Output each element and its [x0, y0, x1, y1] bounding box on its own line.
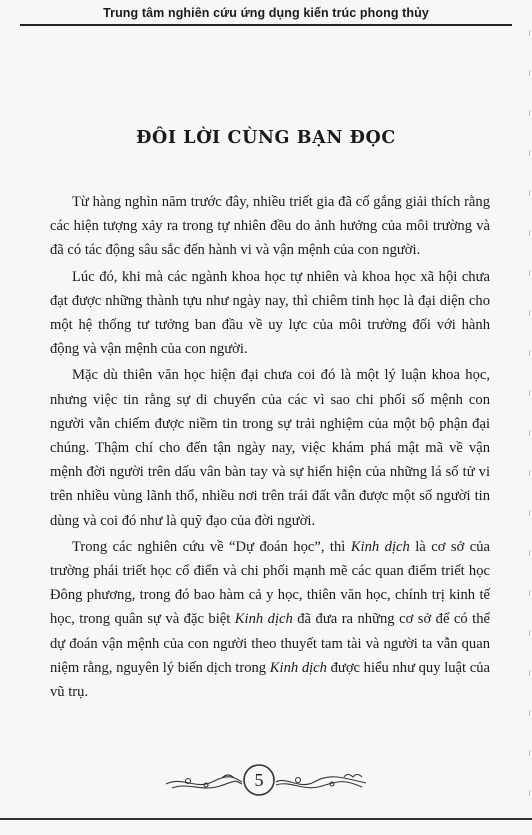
- paragraph-1: Từ hàng nghìn năm trước đây, nhiều triết gia đã cố gắng giải thích rằng các hiện tượng xảy ra trong tự nhiên đều do ảnh hưởng của môi trường và đã có tác động sâu sắc đến hành vi và vận mệnh của con người.: [50, 194, 490, 259]
- book-title-kinh-dich: Kinh dịch: [269, 659, 327, 676]
- body-text: [50, 190, 490, 704]
- chapter-title: ĐÔI LỜI CÙNG BẠN ĐỌC: [136, 128, 396, 148]
- paragraph-3: Mặc dù thiên văn học hiện đại chưa coi đó là một lý luận khoa học, nhưng việc tin rằng sự di chuyển của các vì sao chi phối số mệnh con người vẫn chiếm được niềm tin trong sự trải nghiệm của một bộ phận đại chúng. Thậm chí cho đến tận ngày nay, việc khám phá mật mã về vận mệnh đời người trên dấu vân bàn tay và sự hiển hiện của những lá số tử vi trên nhiều vùng lãnh thổ, nhiều nơi trên trái đất vẫn được một số người tin dùng và coi đó như là quỹ đạo của đời người.: [50, 367, 490, 529]
- book-title-kinh-dich: Kinh dịch: [350, 538, 410, 555]
- book-title-kinh-dich: Kinh dịch: [234, 611, 293, 628]
- paragraph-4: [50, 535, 490, 704]
- scan-edge-mark: [529, 30, 530, 810]
- paragraph-4-part-2: là cơ sở của trường phái triết học cổ điển và chi phối mạnh mẽ các quan điểm triết học Đông phương, trong đó bao hàm cả y học, thiên văn học, chính trị kinh tế học, trong quân sự và đặc biệt: [50, 538, 490, 628]
- paragraph-4-part-1: Trong các nghiên cứu về “Dự đoán học”, thì: [72, 538, 351, 555]
- page-footer: [0, 762, 532, 802]
- paragraph-4-part-3: đã đưa ra những cơ sở để có thể dự đoán vận mệnh của con người theo thuyết tam tài và người ta vẫn quan niệm rằng, nguyên lý biến dịch trong: [50, 611, 490, 676]
- header-text: Trung tâm nghiên cứu ứng dụng kiến trúc phong thủy: [103, 6, 429, 20]
- running-header: [20, 2, 512, 26]
- paragraph-2: Lúc đó, khi mà các ngành khoa học tự nhiên và khoa học xã hội chưa đạt được những thành tựu như ngày nay, thì chiêm tinh học là đại diện cho một hệ thống tư tưởng ban đầu về uy lực của môi trường đối với hành động và vận mệnh của con người.: [50, 268, 490, 358]
- bottom-rule: [0, 818, 532, 820]
- page-number: 5: [254, 770, 264, 790]
- paragraph-4-part-4: được hiểu như quy luật của vũ trụ.: [50, 659, 490, 701]
